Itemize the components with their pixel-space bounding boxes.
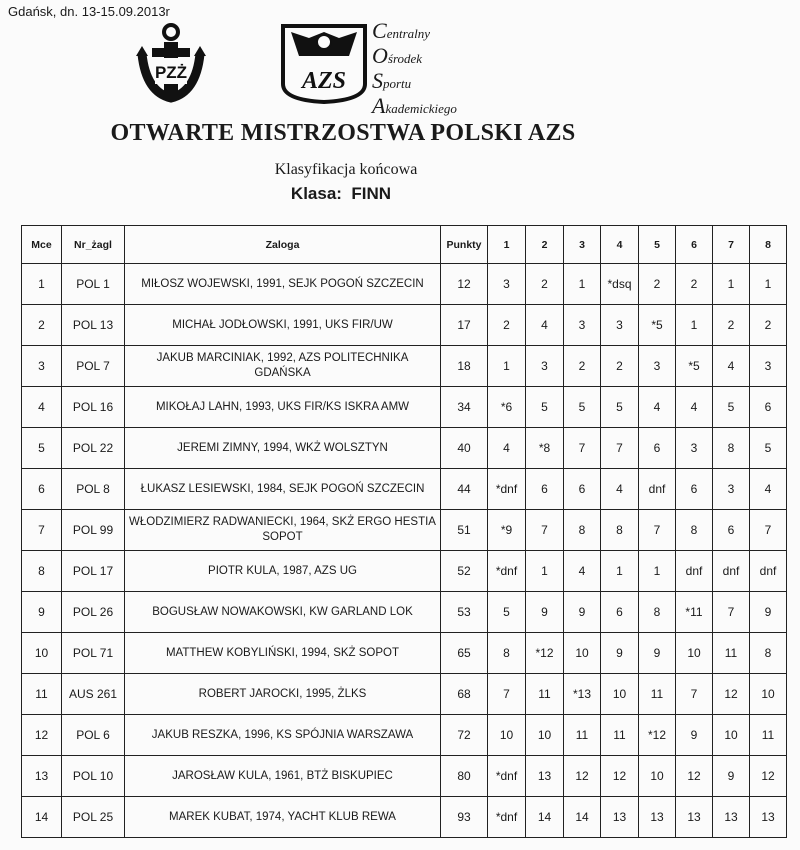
points-cell: 53 — [441, 592, 488, 633]
table-row — [22, 469, 787, 510]
race-result-cell: 9 — [639, 633, 676, 674]
race-result-cell: *12 — [639, 715, 676, 756]
header-race-1: 1 — [488, 226, 526, 264]
race-result-cell: 13 — [601, 797, 639, 838]
race-result-cell: 7 — [713, 592, 750, 633]
race-result-cell: 2 — [488, 305, 526, 346]
race-result-cell: 10 — [564, 633, 601, 674]
race-result-cell: 6 — [526, 469, 564, 510]
race-result-cell: *5 — [676, 346, 713, 387]
place-cell: 11 — [22, 674, 62, 715]
race-result-cell: 14 — [526, 797, 564, 838]
points-cell: 68 — [441, 674, 488, 715]
race-result-cell: 4 — [488, 428, 526, 469]
sail-number-cell: POL 10 — [62, 756, 125, 797]
race-result-cell: 9 — [676, 715, 713, 756]
race-result-cell: *12 — [526, 633, 564, 674]
points-cell: 65 — [441, 633, 488, 674]
sail-number-cell: POL 1 — [62, 264, 125, 305]
azs-logo — [279, 22, 369, 104]
race-result-cell: 1 — [639, 551, 676, 592]
race-result-cell: 5 — [750, 428, 787, 469]
sail-number-cell: AUS 261 — [62, 674, 125, 715]
race-result-cell: *9 — [488, 510, 526, 551]
race-result-cell: 10 — [488, 715, 526, 756]
class-name: FINN — [351, 184, 392, 203]
race-result-cell: 5 — [564, 387, 601, 428]
race-result-cell: 8 — [676, 510, 713, 551]
race-result-cell: 3 — [488, 264, 526, 305]
race-result-cell: 8 — [713, 428, 750, 469]
race-result-cell: 13 — [713, 797, 750, 838]
crew-cell: MIKOŁAJ LAHN, 1993, UKS FIR/KS ISKRA AMW — [125, 387, 441, 428]
race-result-cell: 5 — [488, 592, 526, 633]
race-result-cell: 1 — [676, 305, 713, 346]
crew-cell: JAKUB MARCINIAK, 1992, AZS POLITECHNIKA GDAŃSKA — [125, 346, 441, 387]
table-row — [22, 633, 787, 674]
race-result-cell: 1 — [750, 264, 787, 305]
race-result-cell: 11 — [713, 633, 750, 674]
race-result-cell: 6 — [639, 428, 676, 469]
race-result-cell: 4 — [713, 346, 750, 387]
sail-number-cell: POL 6 — [62, 715, 125, 756]
race-result-cell: 1 — [713, 264, 750, 305]
race-result-cell: 8 — [488, 633, 526, 674]
table-row — [22, 510, 787, 551]
points-cell: 40 — [441, 428, 488, 469]
race-result-cell: 12 — [713, 674, 750, 715]
race-result-cell: 4 — [750, 469, 787, 510]
race-result-cell: 9 — [601, 633, 639, 674]
race-result-cell: *5 — [639, 305, 676, 346]
results-table — [21, 225, 787, 838]
sail-number-cell: POL 16 — [62, 387, 125, 428]
header-race-3: 3 — [564, 226, 601, 264]
place-cell: 6 — [22, 469, 62, 510]
race-result-cell: 7 — [488, 674, 526, 715]
race-result-cell: 11 — [601, 715, 639, 756]
race-result-cell: 3 — [676, 428, 713, 469]
race-result-cell: 10 — [750, 674, 787, 715]
sail-number-cell: POL 71 — [62, 633, 125, 674]
place-cell: 2 — [22, 305, 62, 346]
header-race-7: 7 — [713, 226, 750, 264]
place-cell: 1 — [22, 264, 62, 305]
sail-number-cell: POL 25 — [62, 797, 125, 838]
race-result-cell: *dnf — [488, 469, 526, 510]
points-cell: 34 — [441, 387, 488, 428]
race-result-cell: 2 — [601, 346, 639, 387]
place-cell: 4 — [22, 387, 62, 428]
sail-number-cell: POL 13 — [62, 305, 125, 346]
race-result-cell: 11 — [750, 715, 787, 756]
race-result-cell: 12 — [564, 756, 601, 797]
race-result-cell: 6 — [750, 387, 787, 428]
race-result-cell: 13 — [676, 797, 713, 838]
place-cell: 3 — [22, 346, 62, 387]
race-result-cell: 12 — [750, 756, 787, 797]
sail-number-cell: POL 26 — [62, 592, 125, 633]
race-result-cell: 7 — [526, 510, 564, 551]
race-result-cell: 1 — [601, 551, 639, 592]
crew-cell: MIŁOSZ WOJEWSKI, 1991, SEJK POGOŃ SZCZECIN — [125, 264, 441, 305]
race-result-cell: 4 — [601, 469, 639, 510]
crew-cell: BOGUSŁAW NOWAKOWSKI, KW GARLAND LOK — [125, 592, 441, 633]
race-result-cell: 8 — [601, 510, 639, 551]
sail-number-cell: POL 7 — [62, 346, 125, 387]
header-row — [22, 226, 787, 264]
race-result-cell: 10 — [526, 715, 564, 756]
race-result-cell: 13 — [526, 756, 564, 797]
points-cell: 44 — [441, 469, 488, 510]
header-race-2: 2 — [526, 226, 564, 264]
points-cell: 12 — [441, 264, 488, 305]
header-race-4: 4 — [601, 226, 639, 264]
race-result-cell: *6 — [488, 387, 526, 428]
table-row — [22, 592, 787, 633]
sail-number-cell: POL 22 — [62, 428, 125, 469]
race-result-cell: 8 — [639, 592, 676, 633]
race-result-cell: 4 — [564, 551, 601, 592]
table-row — [22, 346, 787, 387]
crew-cell: ROBERT JAROCKI, 1995, ŻLKS — [125, 674, 441, 715]
race-result-cell: 5 — [526, 387, 564, 428]
header-sail-number: Nr_żagl — [62, 226, 125, 264]
place-cell: 12 — [22, 715, 62, 756]
table-row — [22, 715, 787, 756]
crew-cell: JAROSŁAW KULA, 1961, BTŻ BISKUPIEC — [125, 756, 441, 797]
race-result-cell: 13 — [639, 797, 676, 838]
table-row — [22, 387, 787, 428]
sail-number-cell: POL 17 — [62, 551, 125, 592]
race-result-cell: dnf — [676, 551, 713, 592]
race-result-cell: 13 — [750, 797, 787, 838]
sail-number-cell: POL 8 — [62, 469, 125, 510]
crew-cell: MATTHEW KOBYLIŃSKI, 1994, SKŻ SOPOT — [125, 633, 441, 674]
points-cell: 17 — [441, 305, 488, 346]
race-result-cell: 7 — [676, 674, 713, 715]
crew-cell: MAREK KUBAT, 1974, YACHT KLUB REWA — [125, 797, 441, 838]
table-row — [22, 756, 787, 797]
cosa-line: Ośrodek — [372, 43, 423, 68]
crew-cell: JAKUB RESZKA, 1996, KS SPÓJNIA WARSZAWA — [125, 715, 441, 756]
crew-cell: PIOTR KULA, 1987, AZS UG — [125, 551, 441, 592]
table-row — [22, 305, 787, 346]
race-result-cell: 3 — [639, 346, 676, 387]
race-result-cell: 8 — [564, 510, 601, 551]
race-result-cell: 2 — [750, 305, 787, 346]
race-result-cell: 2 — [526, 264, 564, 305]
subtitle: Klasyfikacja końcowa — [274, 161, 418, 178]
race-result-cell: 2 — [564, 346, 601, 387]
crew-cell: JEREMI ZIMNY, 1994, WKŻ WOLSZTYN — [125, 428, 441, 469]
race-result-cell: 4 — [526, 305, 564, 346]
race-result-cell: 9 — [564, 592, 601, 633]
place-cell: 10 — [22, 633, 62, 674]
cosa-line: Centralny — [372, 18, 431, 43]
table-row — [22, 551, 787, 592]
race-result-cell: 7 — [601, 428, 639, 469]
header-race-8: 8 — [750, 226, 787, 264]
race-result-cell: 11 — [639, 674, 676, 715]
race-result-cell: 11 — [526, 674, 564, 715]
place-date: Gdańsk, dn. 13-15.09.2013r — [8, 4, 170, 19]
header-points: Punkty — [441, 226, 488, 264]
race-result-cell: 3 — [750, 346, 787, 387]
race-result-cell: 7 — [750, 510, 787, 551]
place-cell: 7 — [22, 510, 62, 551]
crew-cell: ŁUKASZ LESIEWSKI, 1984, SEJK POGOŃ SZCZECIN — [125, 469, 441, 510]
class-line — [246, 184, 436, 204]
place-cell: 13 — [22, 756, 62, 797]
crew-cell: WŁODZIMIERZ RADWANIECKI, 1964, SKŻ ERGO HESTIA SOPOT — [125, 510, 441, 551]
crew-cell: MICHAŁ JODŁOWSKI, 1991, UKS FIR/UW — [125, 305, 441, 346]
cosa-line: Sportu — [372, 68, 412, 93]
table-row — [22, 264, 787, 305]
race-result-cell: 6 — [713, 510, 750, 551]
race-result-cell: 10 — [601, 674, 639, 715]
race-result-cell: *8 — [526, 428, 564, 469]
sail-number-cell: POL 99 — [62, 510, 125, 551]
race-result-cell: *dnf — [488, 756, 526, 797]
points-cell: 72 — [441, 715, 488, 756]
azs-logo-text: AZS — [301, 68, 347, 94]
class-label: Klasa: — [290, 184, 342, 203]
race-result-cell: 5 — [601, 387, 639, 428]
race-result-cell: 2 — [639, 264, 676, 305]
race-result-cell: 1 — [564, 264, 601, 305]
race-result-cell: 9 — [750, 592, 787, 633]
race-result-cell: 11 — [564, 715, 601, 756]
race-result-cell: 1 — [526, 551, 564, 592]
header-race-5: 5 — [639, 226, 676, 264]
place-cell: 8 — [22, 551, 62, 592]
race-result-cell: 10 — [676, 633, 713, 674]
pzz-logo-text: PZŻ — [154, 63, 188, 82]
race-result-cell: 10 — [713, 715, 750, 756]
points-cell: 80 — [441, 756, 488, 797]
race-result-cell: *dsq — [601, 264, 639, 305]
race-result-cell: dnf — [750, 551, 787, 592]
header-crew: Zaloga — [125, 226, 441, 264]
race-result-cell: 7 — [639, 510, 676, 551]
race-result-cell: *dnf — [488, 797, 526, 838]
race-result-cell: 10 — [639, 756, 676, 797]
race-result-cell: 6 — [601, 592, 639, 633]
race-result-cell: 5 — [713, 387, 750, 428]
place-cell: 14 — [22, 797, 62, 838]
cosa-name — [372, 20, 457, 120]
race-result-cell: 7 — [564, 428, 601, 469]
points-cell: 51 — [441, 510, 488, 551]
race-result-cell: *13 — [564, 674, 601, 715]
cosa-line: Akademickiego — [372, 93, 457, 118]
header-place: Mce — [22, 226, 62, 264]
race-result-cell: 9 — [526, 592, 564, 633]
race-result-cell: 1 — [488, 346, 526, 387]
race-result-cell: 3 — [526, 346, 564, 387]
table-row — [22, 428, 787, 469]
race-result-cell: dnf — [713, 551, 750, 592]
race-result-cell: 3 — [713, 469, 750, 510]
race-result-cell: 2 — [713, 305, 750, 346]
place-cell: 5 — [22, 428, 62, 469]
race-result-cell: 9 — [713, 756, 750, 797]
page-title: OTWARTE MISTRZOSTWA POLSKI AZS — [110, 120, 576, 146]
race-result-cell: 12 — [601, 756, 639, 797]
points-cell: 93 — [441, 797, 488, 838]
pzz-logo — [128, 22, 214, 104]
race-result-cell: 4 — [639, 387, 676, 428]
race-result-cell: 14 — [564, 797, 601, 838]
race-result-cell: 12 — [676, 756, 713, 797]
race-result-cell: 3 — [601, 305, 639, 346]
race-result-cell: *11 — [676, 592, 713, 633]
points-cell: 52 — [441, 551, 488, 592]
race-result-cell: dnf — [639, 469, 676, 510]
points-cell: 18 — [441, 346, 488, 387]
table-row — [22, 797, 787, 838]
race-result-cell: 3 — [564, 305, 601, 346]
header-race-6: 6 — [676, 226, 713, 264]
place-cell: 9 — [22, 592, 62, 633]
race-result-cell: 4 — [676, 387, 713, 428]
race-result-cell: *dnf — [488, 551, 526, 592]
race-result-cell: 6 — [676, 469, 713, 510]
table-row — [22, 674, 787, 715]
race-result-cell: 8 — [750, 633, 787, 674]
race-result-cell: 2 — [676, 264, 713, 305]
race-result-cell: 6 — [564, 469, 601, 510]
